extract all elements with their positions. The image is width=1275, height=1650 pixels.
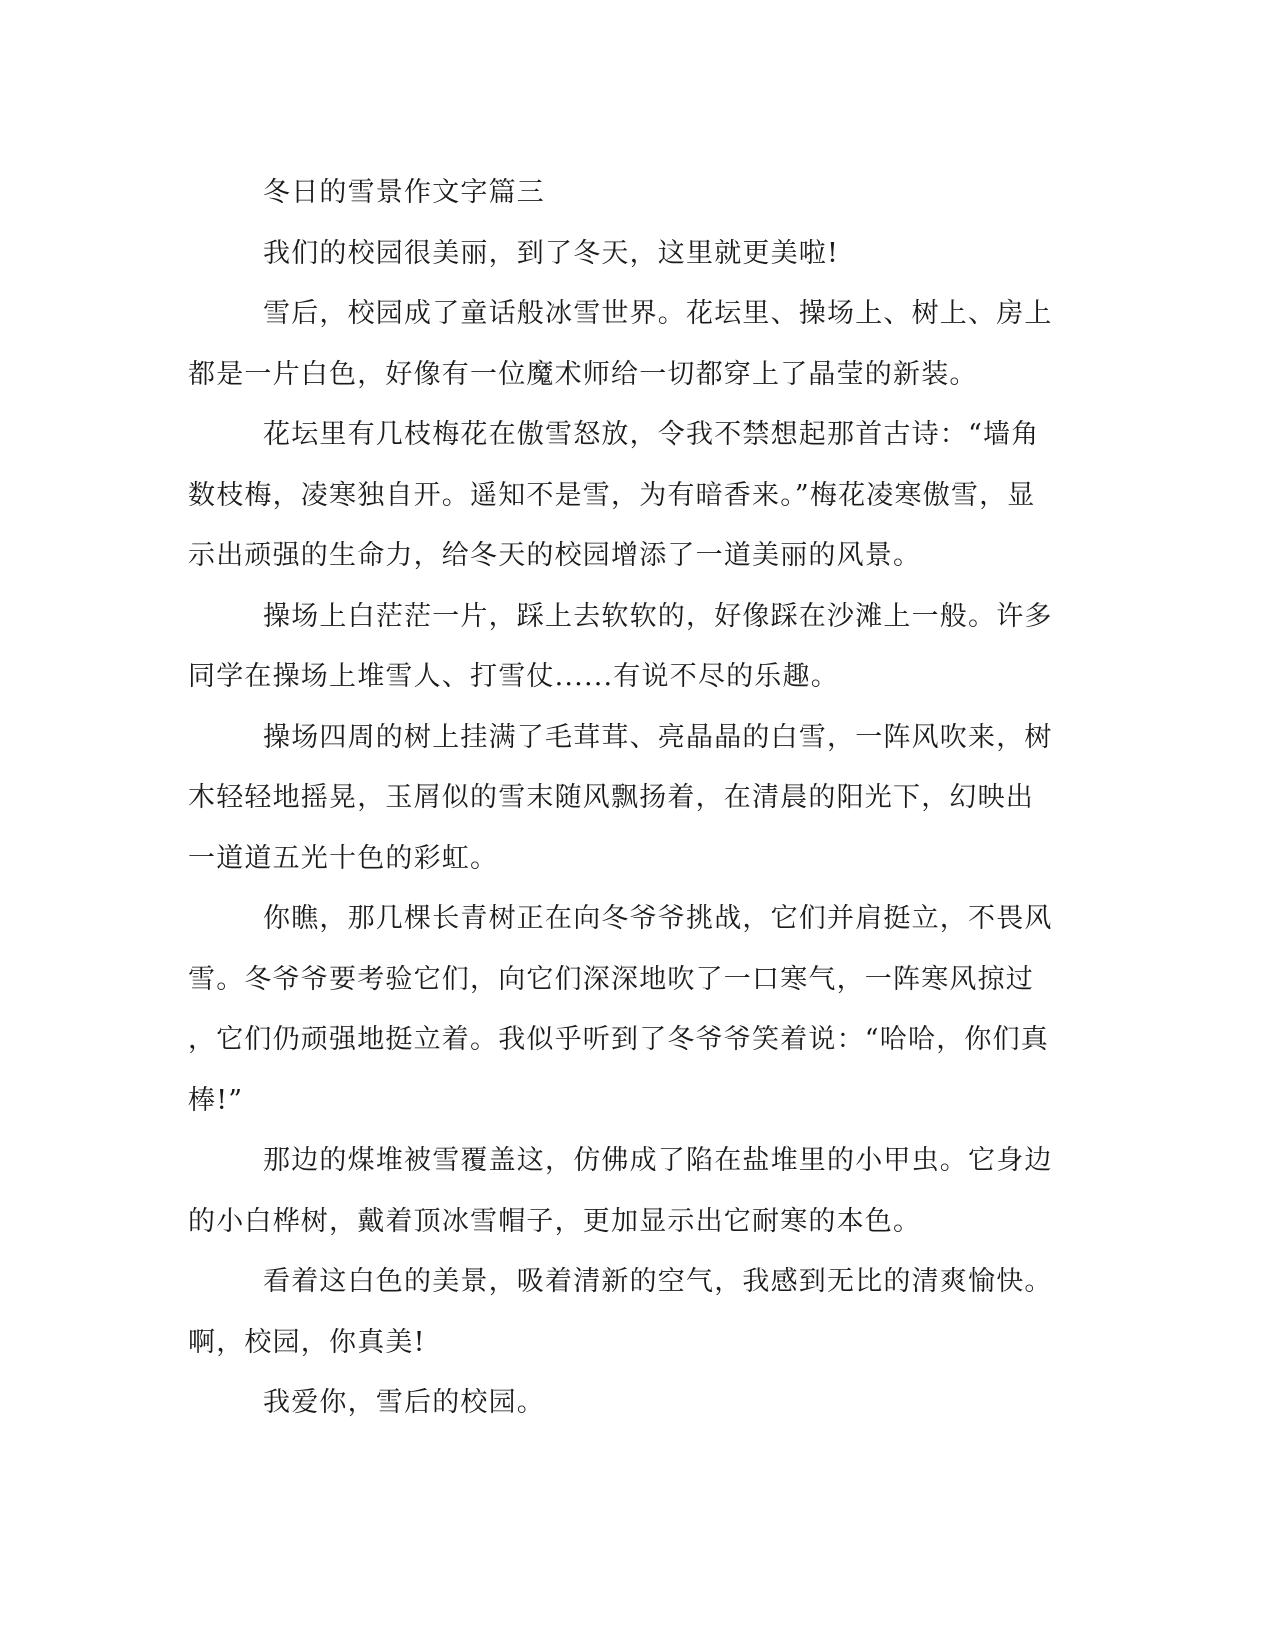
paragraph-line: 都是一片白色，好像有一位魔术师给一切都穿上了晶莹的新装。 bbox=[188, 358, 978, 390]
paragraph-line: 的小白桦树，戴着顶冰雪帽子，更加显示出它耐寒的本色。 bbox=[188, 1205, 922, 1237]
paragraph-line: 操场四周的树上挂满了毛茸茸、亮晶晶的白雪，一阵风吹来，树 bbox=[263, 721, 1053, 753]
paragraph-line: 我爱你，雪后的校园。 bbox=[263, 1387, 545, 1418]
document-body bbox=[188, 163, 1078, 1434]
paragraph-line: 雪后，校园成了童话般冰雪世界。花坛里、操场上、树上、房上 bbox=[263, 298, 1053, 329]
paragraph-line: 同学在操场上堆雪人、打雪仗......有说不尽的乐趣。 bbox=[188, 661, 839, 692]
paragraph-5 bbox=[188, 708, 1078, 890]
paragraph-2 bbox=[188, 284, 1078, 405]
paragraph-6 bbox=[188, 889, 1078, 1131]
paragraph-line: 棒!” bbox=[188, 1084, 244, 1116]
paragraph-line: 那边的煤堆被雪覆盖这，仿佛成了陷在盐堆里的小甲虫。它身边 bbox=[263, 1145, 1053, 1176]
paragraph-4 bbox=[188, 587, 1078, 708]
paragraph-8 bbox=[188, 1252, 1078, 1373]
paragraph-7 bbox=[188, 1131, 1078, 1252]
paragraph-line: 啊，校园，你真美! bbox=[188, 1326, 426, 1358]
paragraph-line: 看着这白色的美景，吸着清新的空气，我感到无比的清爽愉快。 bbox=[263, 1266, 1053, 1297]
paragraph-line: ，它们仍顽强地挺立着。我似乎听到了冬爷爷笑着说：“哈哈，你们真 bbox=[188, 1024, 1050, 1055]
paragraph-line: 一道道五光十色的彩虹。 bbox=[188, 842, 499, 874]
paragraph-9 bbox=[188, 1373, 1078, 1434]
paragraph-line: 我们的校园很美丽，到了冬天，这里就更美啦! bbox=[263, 237, 840, 269]
paragraph-line: 数枝梅，凌寒独自开。遥知不是雪，为有暗香来。”梅花凌寒傲雪，显 bbox=[188, 479, 1036, 511]
document-title: 冬日的雪景作文字篇三 bbox=[263, 177, 545, 208]
paragraph-line: 操场上白茫茫一片，踩上去软软的，好像踩在沙滩上一般。许多 bbox=[263, 600, 1053, 632]
paragraph-line: 木轻轻地摇晃，玉屑似的雪末随风飘扬着，在清晨的阳光下，幻映出 bbox=[188, 782, 1034, 813]
paragraph-1 bbox=[188, 224, 1078, 285]
paragraph-3 bbox=[188, 405, 1078, 587]
paragraph-line: 示出顽强的生命力，给冬天的校园增添了一道美丽的风景。 bbox=[188, 540, 922, 571]
paragraph-line: 雪。冬爷爷要考验它们，向它们深深地吹了一口寒气，一阵寒风掠过 bbox=[188, 963, 1034, 995]
paragraph-line: 你瞧，那几棵长青树正在向冬爷爷挑战，它们并肩挺立，不畏风 bbox=[263, 903, 1053, 934]
paragraph-line: 花坛里有几枝梅花在傲雪怒放，令我不禁想起那首古诗：“墙角 bbox=[263, 419, 1040, 450]
